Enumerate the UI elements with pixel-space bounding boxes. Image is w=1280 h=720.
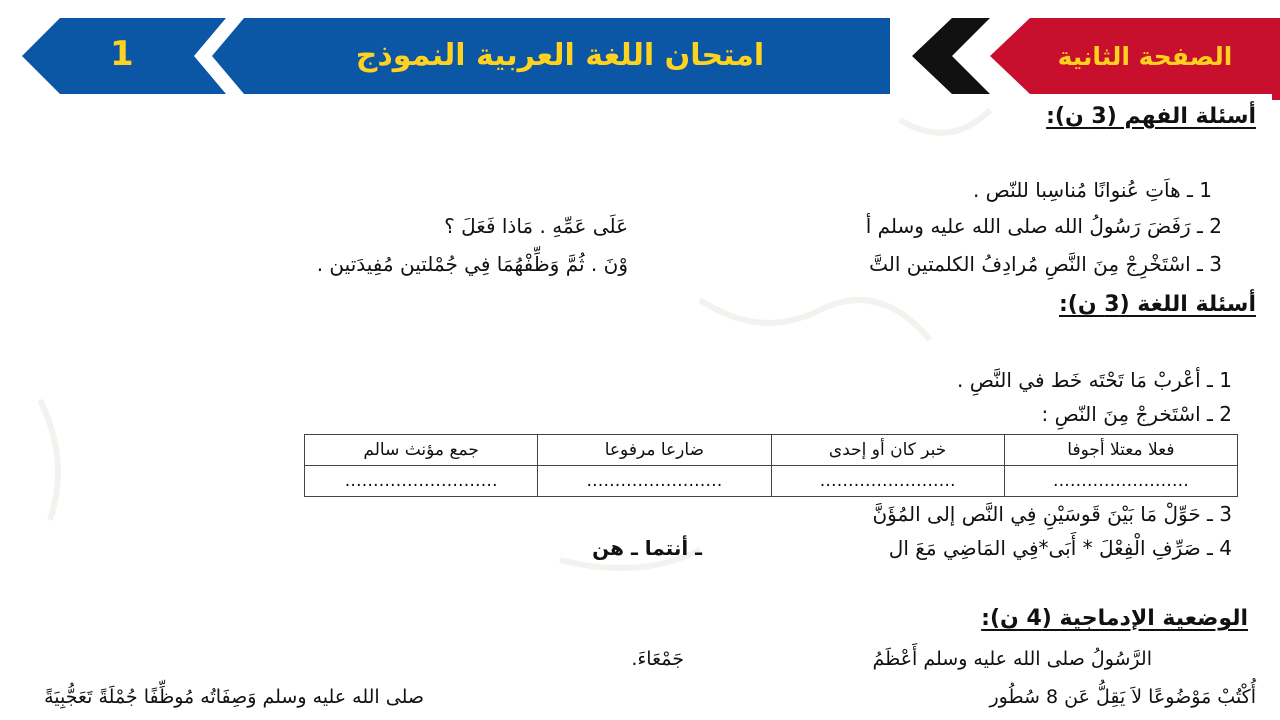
integration-title: الوضعية الإدماجية (4 ن):	[981, 606, 1248, 631]
language-q4-start: 4 ـ صَرِّفِ الْفِعْلَ * أَبَى*فِي المَاضِي مَعَ ال	[888, 536, 1232, 560]
table-header-cell: جمع مؤنث سالم	[305, 435, 538, 466]
language-q4-end: ـ أنتما ـ هن	[592, 536, 702, 560]
language-q3: 3 ـ حَوِّلْ مَا بَيْنَ قَوسَيْنِ فِي النَّص إلى المُؤَنَّ	[872, 502, 1232, 526]
comprehension-q1: 1 ـ هاَتِ عُنوانًا مُناسِبا للنّص .	[972, 178, 1212, 202]
table-header-cell: فعلا معتلا أجوفا	[1004, 435, 1237, 466]
table-header-cell: ضارعا مرفوعا	[538, 435, 771, 466]
comprehension-q2-end: عَلَى عَمِّهِ . مَاذا فَعَلَ ؟	[444, 214, 628, 238]
language-title: أسئلة اللغة (3 ن):	[1058, 292, 1256, 317]
language-q2: 2 ـ اسْتَخرجْ مِنَ النّصِ :	[1041, 402, 1232, 426]
comprehension-q3-start: 3 ـ اسْتَخْرِجْ مِنَ النَّصِ مُرادِفُ الكلمتين التَّ	[869, 252, 1222, 276]
comprehension-title: أسئلة الفهم (3 ن):	[1046, 104, 1256, 129]
blank-cell: ………………………	[305, 466, 538, 497]
integration-line2-start: أُكْتُبْ مَوْضُوعًا لاَ يَقِلُّ عَن 8 سُطُور	[989, 686, 1256, 708]
exam-number: 1	[110, 34, 134, 74]
table-header-cell: خبر كان أو إحدى	[771, 435, 1004, 466]
blank-cell: ……………………	[771, 466, 1004, 497]
black-chevron	[912, 18, 990, 94]
extraction-table	[304, 434, 1238, 497]
page-label: الصفحة الثانية	[1057, 42, 1233, 71]
integration-line1-end: جَمْعَاءَ.	[631, 648, 684, 670]
blank-cell: ……………………	[538, 466, 771, 497]
table-header-row	[305, 435, 1238, 466]
comprehension-q3-end: وْنَ . ثُمَّ وَظِّفْهُمَا فِي جُمْلتين مُفِيدَتين .	[316, 252, 628, 276]
integration-line1-start: الرَّسُولُ صلى الله عليه وسلم أَعْظَمُ	[872, 648, 1152, 670]
exam-title: امتحان اللغة العربية النموذج	[355, 38, 765, 73]
table-row	[305, 466, 1238, 497]
integration-line2-end: صلى الله عليه وسلم وَصِفَاتُه مُوظِّفًا جُمْلَةً تَعَجُّبِيَةً	[44, 686, 424, 708]
comprehension-q2-start: 2 ـ رَفَضَ رَسُولُ الله صلى الله عليه وسلم أ	[865, 214, 1222, 238]
blank-cell: ……………………	[1004, 466, 1237, 497]
language-q1: 1 ـ أعْربْ مَا تَحْتَه خَط في النَّصِ .	[957, 368, 1232, 392]
